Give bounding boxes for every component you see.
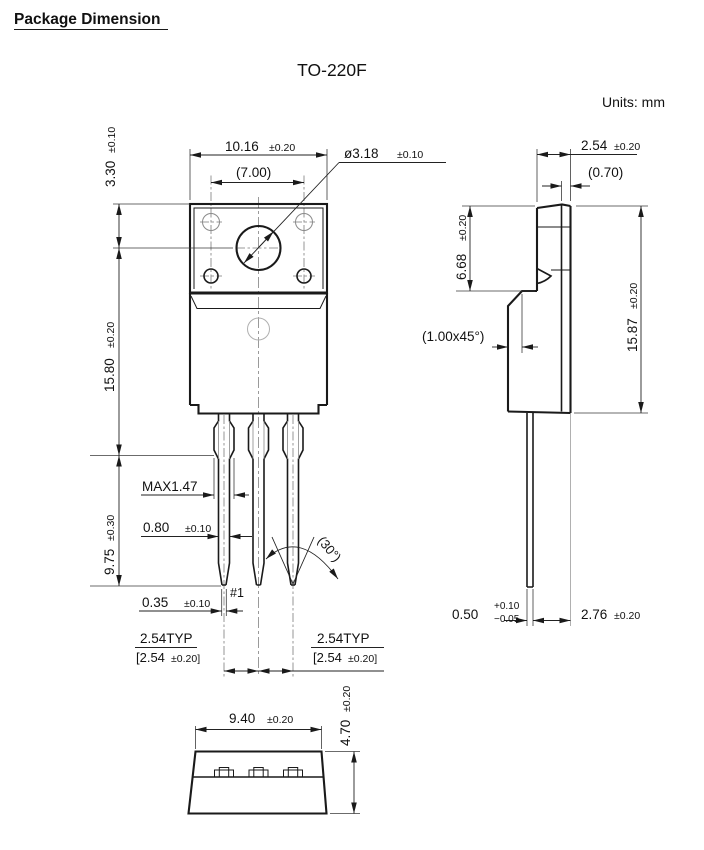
dim-lead-length-value: 9.75: [102, 548, 117, 575]
side-back-edge: [508, 291, 537, 412]
dim-shoulder-width-value: MAX1.47: [142, 479, 198, 494]
dim-tip-width: [139, 589, 243, 616]
dim-hole-dia-tol: ±0.10: [397, 149, 424, 161]
dim-bottom-depth: [325, 686, 360, 814]
dim-pitch-left-bracket-value: [2.54: [136, 650, 165, 665]
dim-bottom-width-value: 9.40: [229, 711, 256, 726]
bottom-body-outline: [189, 752, 327, 814]
dim-pitch-right-bracket-value: [2.54: [313, 650, 342, 665]
dim-chamfer: [422, 294, 538, 353]
dim-lead-pitch: [135, 631, 384, 671]
dim-shoulder-width: [141, 458, 249, 499]
page-title: Package Dimension: [14, 11, 161, 28]
page-header: [14, 11, 665, 110]
dim-hole-pitch: [211, 165, 304, 183]
dim-hole-offset-value: 3.30: [103, 160, 118, 187]
dim-tab-height: [454, 206, 535, 291]
dim-bottom-width: [196, 711, 322, 749]
dim-lead-thk-tol-plus: +0.10: [494, 601, 520, 612]
side-view: [422, 138, 648, 626]
dim-hole-offset-tol: ±0.10: [106, 126, 118, 153]
dim-total-height-value: 15.87: [625, 318, 640, 352]
dim-side-thickness-value: 2.54: [581, 138, 608, 153]
dim-tab-step-value: (0.70): [588, 165, 624, 180]
dim-bottom-width-tol: ±0.20: [267, 714, 294, 726]
bottom-view: [189, 686, 361, 814]
front-view: [90, 127, 446, 677]
dim-lead-thk-value: 0.50: [452, 607, 479, 622]
dim-bottom-depth-value: 4.70: [338, 719, 353, 746]
dim-body-height-value: 15.80: [102, 358, 117, 392]
dim-total-height: [574, 206, 648, 413]
dim-tab-height-value: 6.68: [454, 253, 469, 280]
dim-lead-width: [141, 520, 252, 537]
dim-tab-height-tol: ±0.20: [457, 214, 469, 241]
side-top-edge: [537, 205, 571, 209]
dim-lead-length-tol: ±0.30: [105, 514, 117, 541]
side-body-outline: [508, 205, 571, 588]
dim-front-width-value: 10.16: [225, 139, 259, 154]
dim-hole-pitch-value: (7.00): [236, 165, 272, 180]
dim-pitch-right-typ: 2.54TYP: [317, 631, 370, 646]
dim-bottom-depth-tol: ±0.20: [341, 685, 353, 712]
dim-body-height-tol: ±0.20: [105, 321, 117, 348]
dim-pitch-left-bracket-tol: ±0.20]: [171, 653, 201, 665]
bottom-outline: [189, 752, 327, 814]
dim-tip-width-value: 0.35: [142, 595, 169, 610]
tab-notch: [537, 269, 551, 284]
dim-bend-angle-value: (30°): [314, 533, 345, 565]
dim-chamfer-value: (1.00x45°): [422, 329, 485, 344]
bottom-pin-3: [284, 768, 303, 778]
side-lead: [527, 413, 533, 587]
bottom-pin-1: [215, 768, 234, 778]
dim-lead-offset-tol: ±0.20: [614, 610, 641, 622]
package-type-label: TO-220F: [297, 60, 367, 80]
front-centerlines: [200, 176, 315, 678]
side-bottom-edge: [508, 412, 571, 414]
dim-lead-width-value: 0.80: [143, 520, 170, 535]
dim-side-thickness-tol: ±0.20: [614, 141, 641, 153]
pin1-label: #1: [230, 586, 244, 600]
dim-tip-width-tol: ±0.10: [184, 598, 211, 610]
dim-front-width-tol: ±0.20: [269, 142, 296, 154]
units-label: Units: mm: [602, 94, 665, 110]
dim-pitch-right-bracket-tol: ±0.20]: [348, 653, 378, 665]
dim-bend-angle: [266, 533, 344, 584]
bottom-pin-2: [249, 768, 268, 778]
dim-hole-dia-value: ø3.18: [344, 146, 379, 161]
dim-lead-width-tol: ±0.10: [185, 523, 212, 535]
dim-lead-thk-tol-minus: −0.05: [494, 614, 520, 625]
dim-tab-step: [542, 165, 623, 201]
dim-lead-thickness-offset: [452, 414, 640, 626]
dim-total-height-tol: ±0.20: [628, 282, 640, 309]
dim-body-height: [90, 248, 214, 456]
dim-lead-offset-value: 2.76: [581, 607, 608, 622]
dim-pitch-left-typ: 2.54TYP: [140, 631, 193, 646]
